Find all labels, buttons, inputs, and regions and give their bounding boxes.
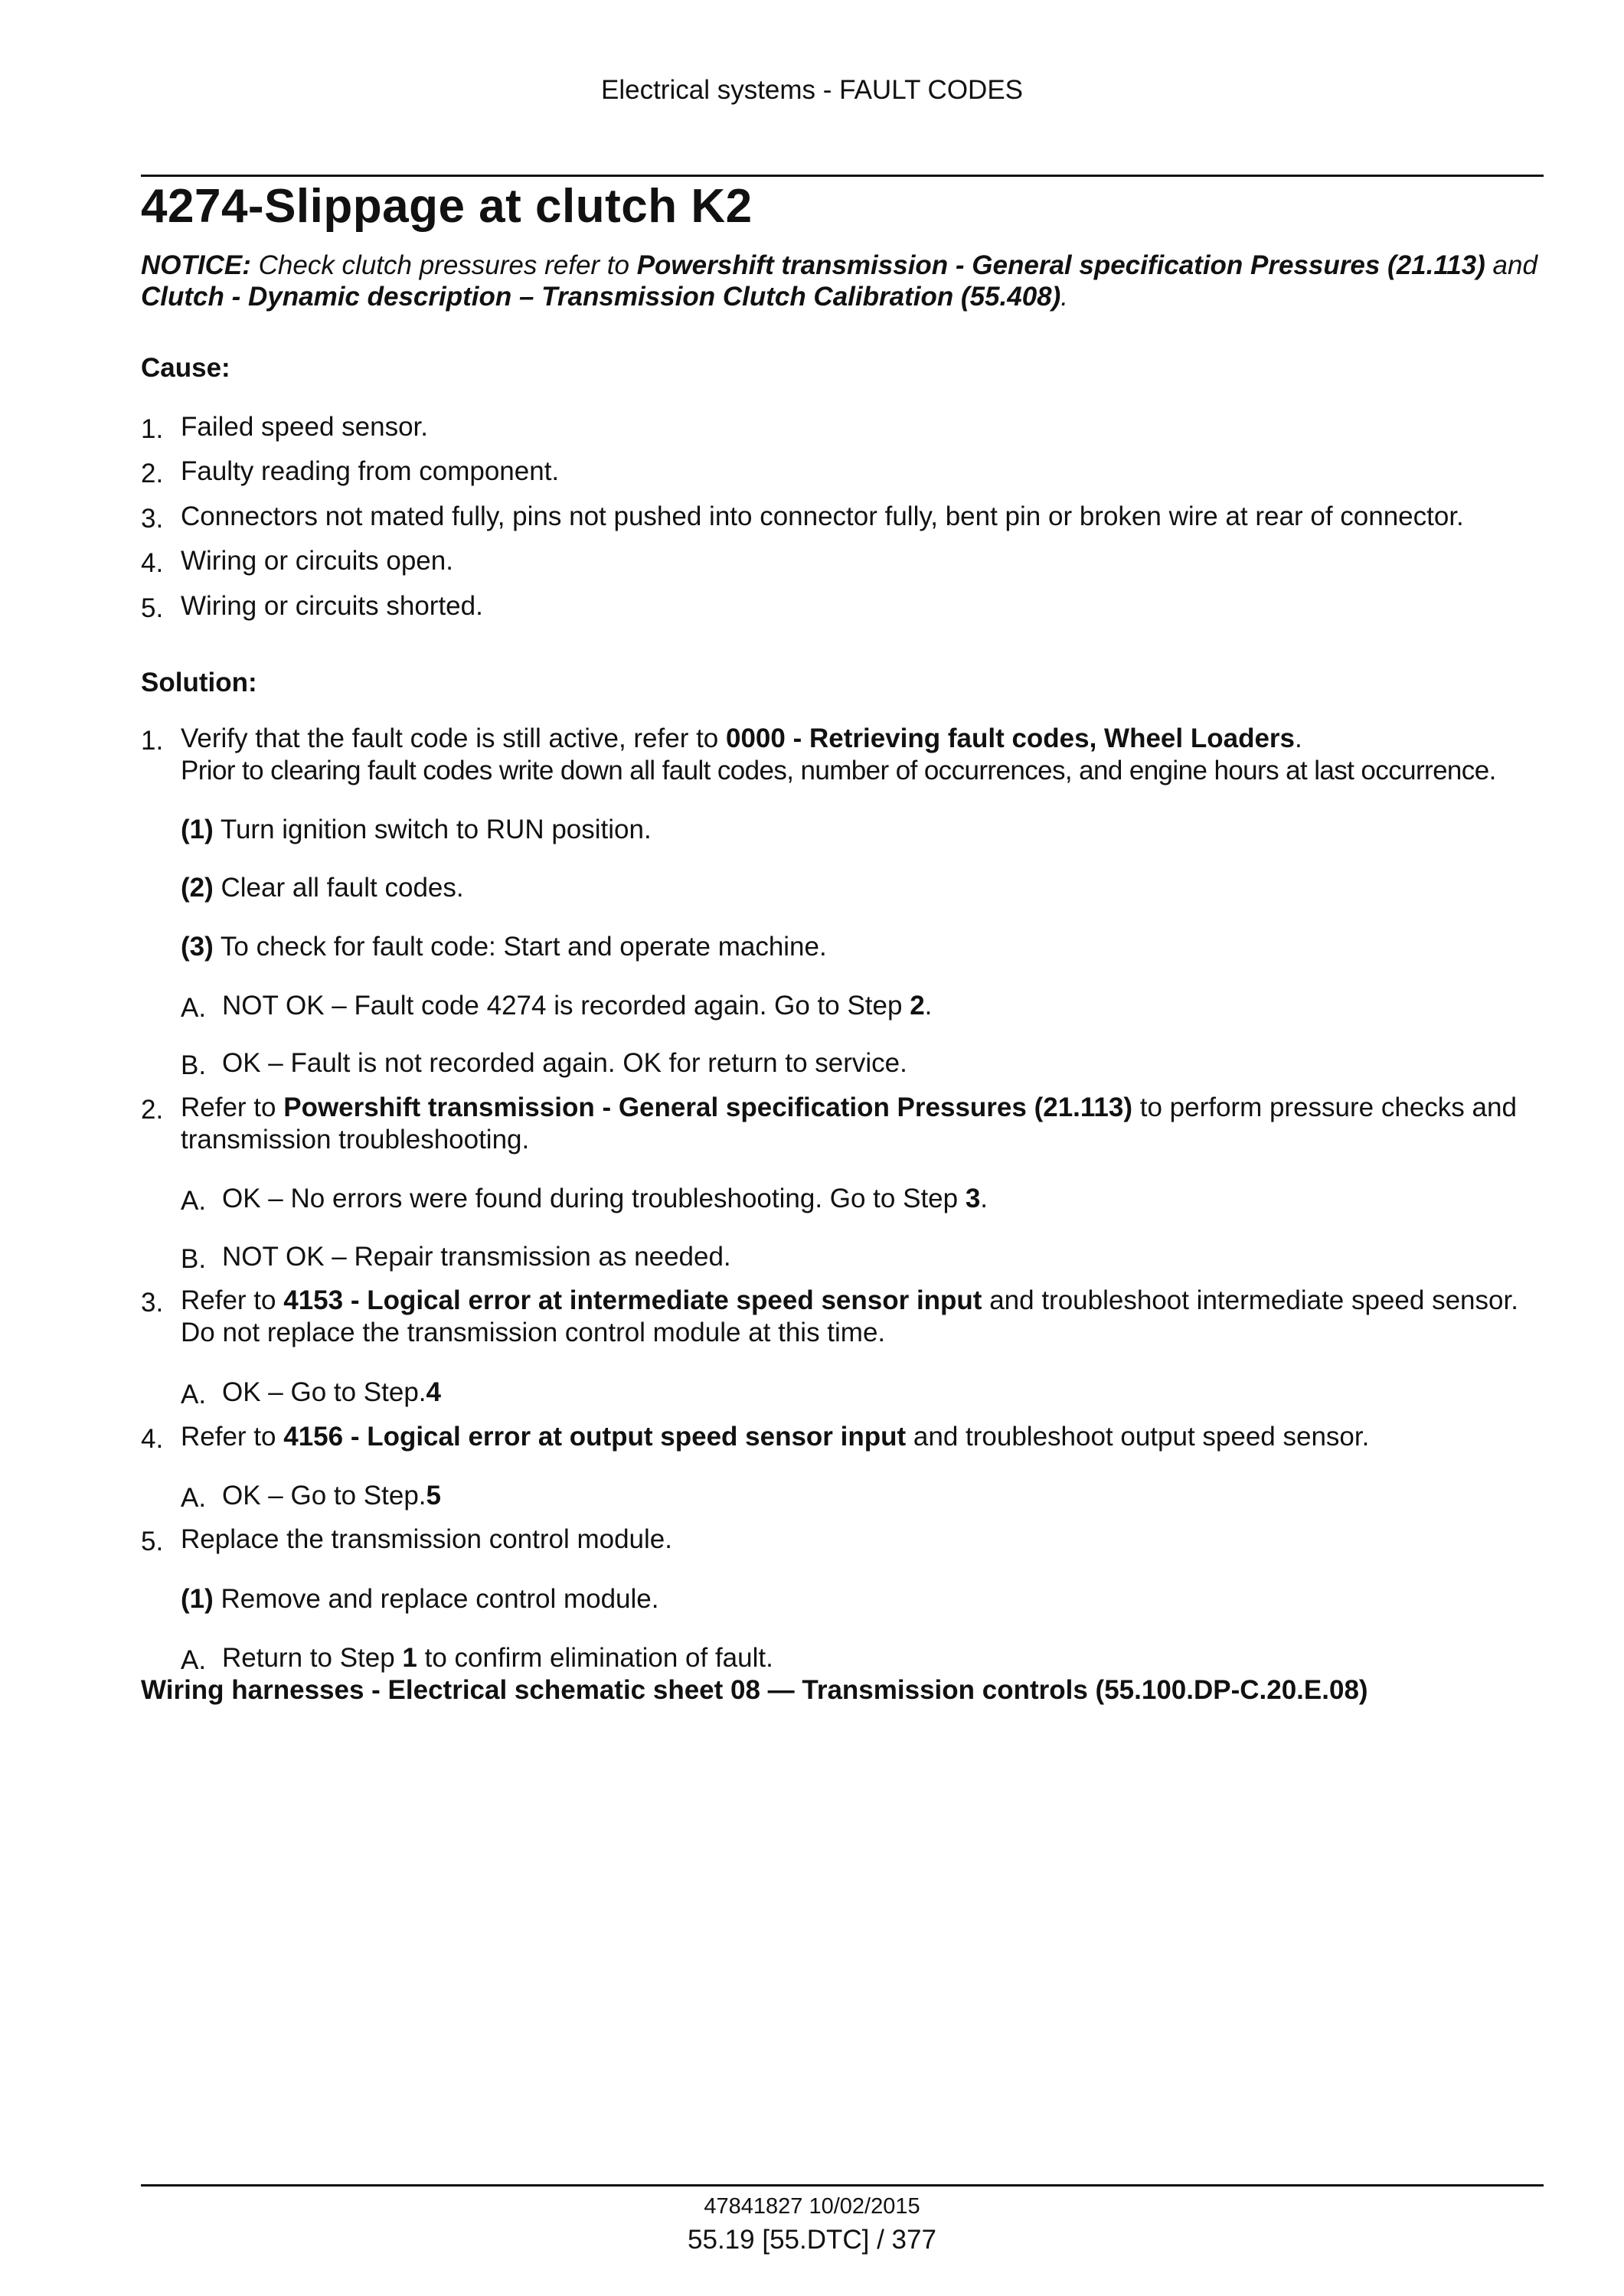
step-number: 4. — [141, 1424, 164, 1454]
cause-number: 1. — [141, 414, 164, 444]
substep: (1) Turn ignition switch to RUN position. — [181, 815, 652, 844]
notice-label: NOTICE: — [141, 250, 251, 280]
step-number: 1. — [141, 726, 164, 756]
cause-number: 2. — [141, 459, 164, 488]
option-text: NOT OK – Repair transmission as needed. — [222, 1242, 731, 1272]
notice-paragraph — [141, 250, 1544, 312]
option-letter: A. — [181, 993, 207, 1023]
option-letter: B. — [181, 1050, 207, 1080]
ref-4156-link[interactable]: 4156 - Logical error at output speed sensor input — [283, 1422, 907, 1452]
notice-text: . — [1060, 282, 1069, 312]
option-text: Return to Step 1 to confirm elimination of fault. — [222, 1643, 773, 1673]
cause-number: 4. — [141, 548, 164, 578]
option-letter: A. — [181, 1380, 207, 1409]
option-text: OK – No errors were found during troubleshooting. Go to Step 3. — [222, 1184, 988, 1213]
ref-powershift-pressures-link[interactable]: Powershift transmission - General specification Pressures (21.113) — [283, 1092, 1133, 1122]
option-text: NOT OK – Fault code 4274 is recorded again. Go to Step 2. — [222, 991, 933, 1021]
cause-item: Wiring or circuits shorted. — [181, 591, 483, 621]
step-number: 5. — [141, 1527, 164, 1556]
option-letter: A. — [181, 1483, 207, 1513]
option-letter: A. — [181, 1645, 207, 1675]
cause-heading: Cause: — [141, 353, 230, 383]
substep: (2) Clear all fault codes. — [181, 873, 464, 903]
option-text: OK – Go to Step.5 — [222, 1481, 442, 1511]
step-1-text: Verify that the fault code is still active, refer to 0000 - Retrieving fault codes, Wheel Loaders. Prior to clearing fault codes write down all fault codes, number of occurrences, and engine hours at last occurrence. — [181, 723, 1496, 785]
step-number: 3. — [141, 1288, 164, 1318]
notice-text: Check clutch pressures refer to — [250, 250, 637, 280]
page-title: 4274-Slippage at clutch K2 — [141, 180, 753, 233]
cause-item: Wiring or circuits open. — [181, 546, 453, 576]
option-letter: A. — [181, 1186, 207, 1216]
ref-retrieving-fault-codes-link[interactable]: 0000 - Retrieving fault codes, Wheel Loaders — [726, 723, 1295, 753]
solution-heading: Solution: — [141, 668, 257, 697]
option-text: OK – Fault is not recorded again. OK for return to service. — [222, 1048, 907, 1078]
cause-number: 3. — [141, 504, 164, 534]
notice-text: and — [1485, 250, 1537, 280]
substep: (1) Remove and replace control module. — [181, 1584, 659, 1614]
step-5-text: Replace the transmission control module. — [181, 1524, 672, 1554]
step-3-text: Refer to 4153 - Logical error at intermediate speed sensor input and troubleshoot intermediate speed sensor. Do not replace the transmission control module at this time. — [181, 1285, 1518, 1347]
cause-item: Failed speed sensor. — [181, 412, 428, 442]
footer-rule — [141, 2184, 1544, 2187]
option-text: OK – Go to Step.4 — [222, 1377, 442, 1407]
wiring-schematic-link[interactable]: Wiring harnesses - Electrical schematic sheet 08 — Transmission controls (55.100.DP-C.20.E.08) — [141, 1675, 1368, 1705]
notice-ref-pressures-link[interactable]: Powershift transmission - General specification Pressures (21.113) — [636, 250, 1485, 280]
running-head: Electrical systems - FAULT CODES — [600, 75, 1024, 105]
step-2-text: Refer to Powershift transmission - General specification Pressures (21.113) to perform pressure checks and transmission troubleshooting. — [181, 1092, 1517, 1155]
page-number: 55.19 [55.DTC] / 377 — [688, 2225, 936, 2255]
header-rule — [141, 175, 1544, 177]
option-letter: B. — [181, 1244, 207, 1274]
substep: (3) To check for fault code: Start and operate machine. — [181, 932, 827, 962]
notice-ref-clutch-calibration-link[interactable]: Clutch - Dynamic description – Transmission Clutch Calibration (55.408) — [141, 282, 1061, 312]
cause-item: Connectors not mated fully, pins not pushed into connector fully, bent pin or broken wire at rear of connector. — [181, 501, 1464, 531]
step-number: 2. — [141, 1095, 164, 1125]
cause-number: 5. — [141, 593, 164, 623]
document-id: 47841827 10/02/2015 — [704, 2194, 920, 2219]
ref-4153-link[interactable]: 4153 - Logical error at intermediate speed sensor input — [283, 1285, 982, 1315]
step-4-text: Refer to 4156 - Logical error at output speed sensor input and troubleshoot output speed sensor. — [181, 1422, 1370, 1452]
cause-item: Faulty reading from component. — [181, 456, 560, 486]
